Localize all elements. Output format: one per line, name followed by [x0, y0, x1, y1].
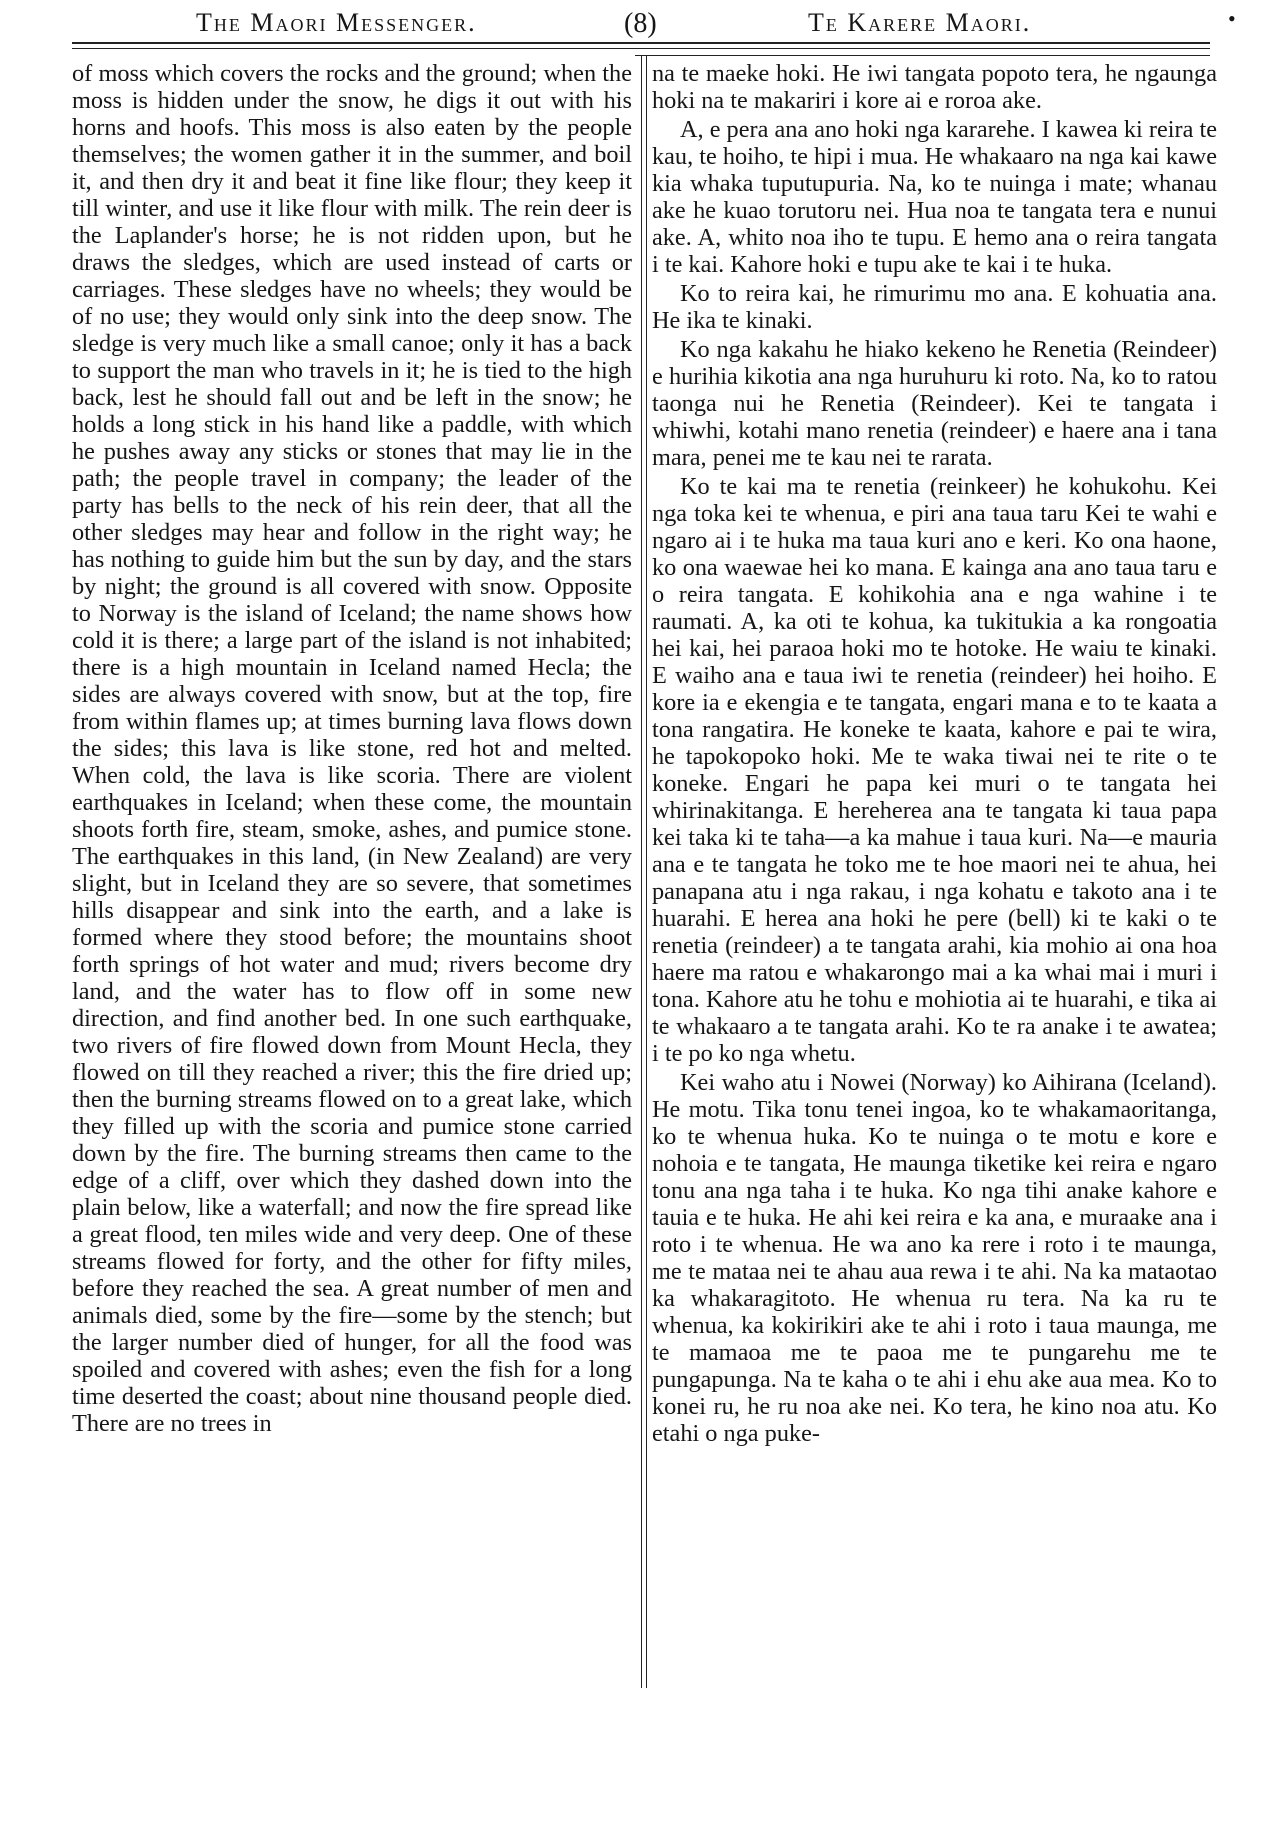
right-column-top-rule — [635, 55, 1210, 56]
header-left-title: The Maori Messenger. — [196, 8, 477, 37]
page-header — [0, 2, 1280, 46]
column-divider-left — [641, 55, 642, 1688]
header-bullet-mark: • — [1228, 6, 1236, 31]
column-divider-right — [646, 55, 647, 1688]
page-number: (8) — [624, 8, 657, 39]
header-rule-thin — [72, 48, 1210, 49]
maori-column — [652, 60, 1217, 1449]
maori-paragraph-2: A, e pera ana ano hoki nga kararehe. I kawea ki reira te kau, te hoiho, te hipi i mua. He whakaaro na nga kai kawe kia whaka tuputupuria. Na, ko te nuinga i mate; whanau ake he kuao torutoru nei. Hua noa te tangata tera e nunui ake. A, whito noa iho te tupu. E hemo ana o reira tangata i te kai. Kahore hoki e tupu ake te kai i te huka. — [652, 116, 1217, 278]
maori-paragraph-5: Ko te kai ma te renetia (reinkeer) he kohukohu. Kei nga toka kei te whenua, e piri ana taua taru Kei te wahi e ngaro ai i te huka ma taua kuri ano e keri. Ko ona haone, ko ona waewae hei ko mana. E kainga ana ano taua taru e o reira tangata. E kohikohia ana e nga wahine i te raumati. A, ka oti te kohua, ka tukitukia a ka rongoatia hei kai, hei paraoa hoki mo te hotoke. He waiu te kinaki. E waiho ana e taua iwi te renetia (reindeer) hei hoiho. E kore ia e ekengia e te tangata, engari mana e to te kaata a tona rangatira. He koneke te kaata, kahore e pai te wira, he tapokopoko hoki. Me te waka tiwai nei te rite o te koneke. Engari he papa kei muri o te tangata hei whirinakitanga. E hereherea ana te tangata ki taua papa kei taka ki te taha—a ka mahue i taua kuri. Na—e mauria ana e te tangata he toko me te hoe maori nei te ahua, hei panapana atu i nga rakau, i nga kohatu e takoto ana i te huarahi. E herea ana hoki he pere (bell) ki te kaki o te renetia (reindeer) a te tangata arahi, kia mohio ai ona hoa haere ma ratou e whakarongo mai a ka whai mai i muri i tona. Kahore atu he tohu e mohiotia ai te huarahi, e tika ai te whakaaro a te tangata arahi. Ko te ra anake i te awatea; i te po ko nga whetu. — [652, 473, 1217, 1067]
maori-paragraph-6: Kei waho atu i Nowei (Norway) ko Aihirana (Iceland). He motu. Tika tonu tenei ingoa, ko te whakamaoritanga, ko te whenua huka. Ko te nuinga o te motu e kore e nohoia e te tangata, He maunga tiketike kei reira e ngaro tonu ana nga taha i te huka. Ko nga tihi anake kahore e tauia e te huka. He ahi kei reira e ka ana, e muraake ana i roto i te whenua. He wa ano ka rere i roto i te maunga, me te mataa nei te ahau aua rewa i te ahi. Na ka mataotao ka whakaragitoto. He whenua ru tera. Na ka ru te whenua, ka kokirikiri ake te ahi i roto i taua maunga, me te mamaoa me te paoa me te pungarehu me te pungapunga. Na te kaha o te ahi i ehu ake aua mea. Ko to konei ru, he ru noa ake nei. Ko tera, he kino noa atu. Ko etahi o nga puke- — [652, 1069, 1217, 1447]
maori-paragraph-1: na te maeke hoki. He iwi tangata popoto tera, he ngaunga hoki na te makariri i kore ai e roroa ake. — [652, 60, 1217, 114]
english-column — [72, 60, 632, 1439]
header-right-title: Te Karere Maori. — [808, 8, 1032, 37]
maori-paragraph-4: Ko nga kakahu he hiako kekeno he Renetia (Reindeer) e hurihia kikotia ana nga huruhuru ki roto. Na, ko to ratou taonga nui he Renetia (Reindeer). Kei te tangata i whiwhi, kotahi mano renetia (reindeer) e haere ana i tana mara, penei me te kau nei te rarata. — [652, 336, 1217, 471]
maori-paragraph-3: Ko to reira kai, he rimurimu mo ana. E kohuatia ana. He ika te kinaki. — [652, 280, 1217, 334]
header-rule-thick — [72, 42, 1210, 44]
english-paragraph: of moss which covers the rocks and the ground; when the moss is hidden under the snow, he digs it out with his horns and hoofs. This moss is also eaten by the people themselves; the women gather it in the summer, and boil it, and then dry it and beat it fine like flour; they keep it till winter, and use it like flour with milk. The rein deer is the Laplander's horse; he is not ridden upon, but he draws the sledges, which are used instead of carts or carriages. These sledges have no wheels; they would be of no use; they would only sink into the deep snow. The sledge is very much like a small canoe; only it has a back to support the man who travels in it; he is tied to the high back, lest he should fall out and be left in the snow; he holds a long stick in his hand like a paddle, with which he pushes away any sticks or stones that may lie in the path; the people travel in company; the leader of the party has bells to the neck of his rein deer, that all the other sledges may hear and follow in the right way; he has nothing to guide him but the sun by day, and the stars by night; the ground is all covered with snow. Opposite to Norway is the island of Iceland; the name shows how cold it is there; a large part of the island is not inhabited; there is a high mountain in Iceland named Hecla; the sides are always covered with snow, but at the top, fire from within flames up; at times burning lava flows down the sides; this lava is like stone, red hot and melted. When cold, the lava is like scoria. There are violent earthquakes in Iceland; when these come, the mountain shoots forth fire, steam, smoke, ashes, and pumice stone. The earthquakes in this land, (in New Zealand) are very slight, but in Iceland they are so severe, that sometimes hills disappear and sink into the earth, and a lake is formed where they stood before; the mountains shoot forth springs of hot water and mud; rivers become dry land, and the water has to flow off in some new direction, and find another bed. In one such earthquake, two rivers of fire flowed down from Mount Hecla, they flowed on till they reached a river; this the fire dried up; then the burning streams flowed on to a great lake, which they filled up with the scoria and pumice stone carried down by the fire. The burning streams then came to the edge of a cliff, over which they dashed down into the plain below, like a waterfall; and now the fire spread like a great flood, ten miles wide and very deep. One of these streams flowed for forty, and the other for fifty miles, before they reached the sea. A great number of men and animals died, some by the fire—some by the stench; but the larger number died of hunger, for all the food was spoiled and covered with ashes; even the fish for a long time deserted the coast; about nine thousand people died. There are no trees in — [72, 60, 632, 1437]
